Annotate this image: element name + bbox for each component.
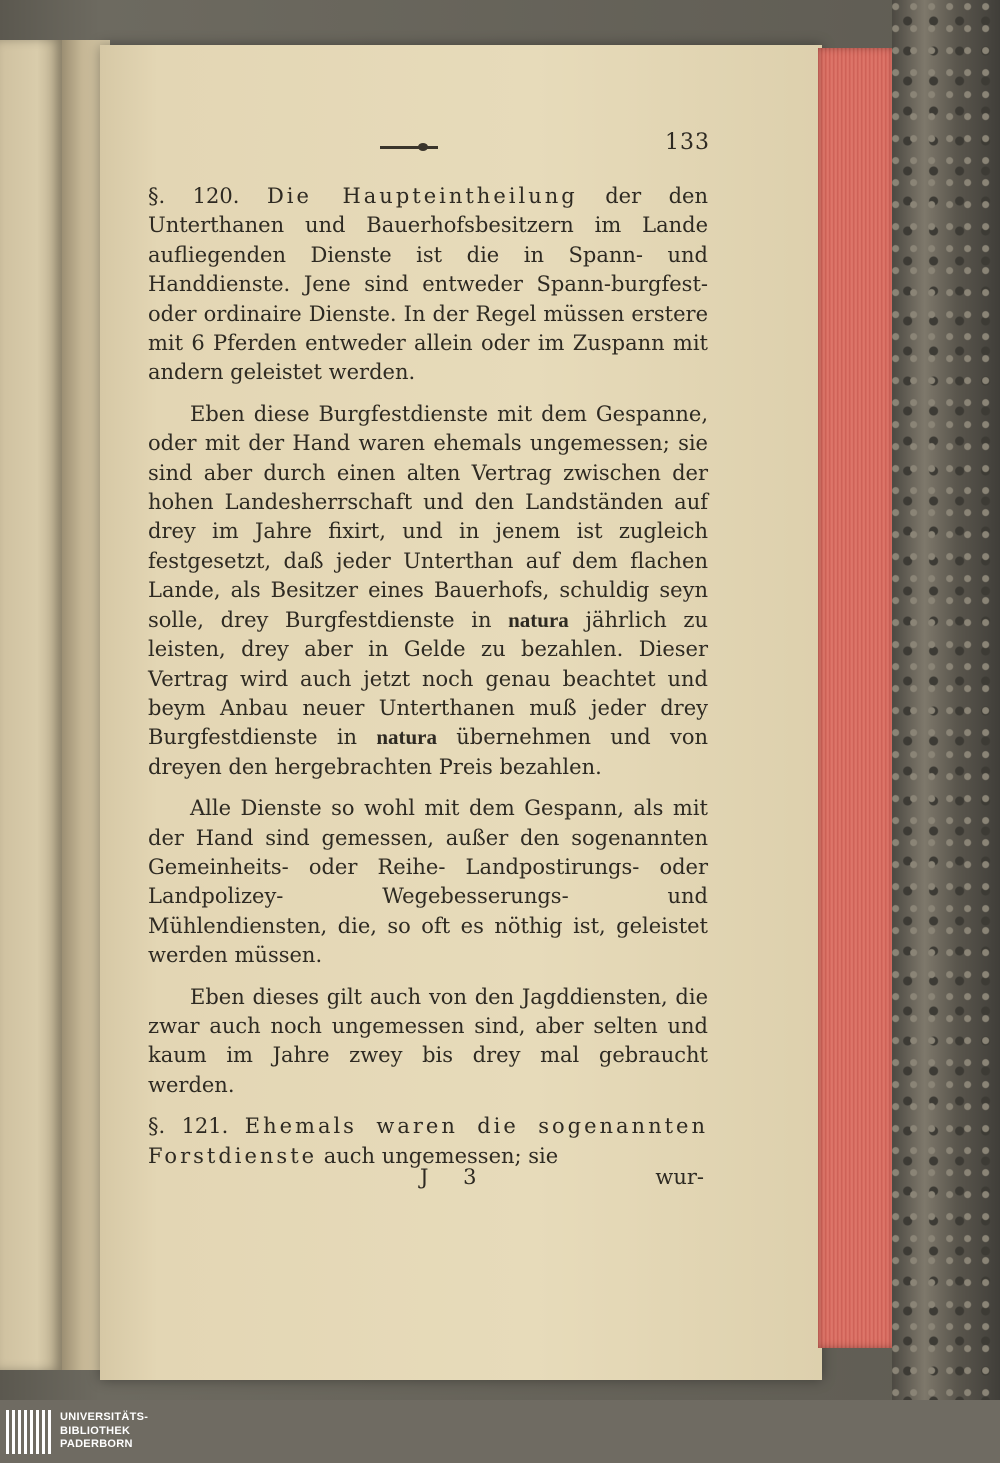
latin-term: natura [508, 607, 569, 632]
paragraph-text: Eben diese Burgfestdienste mit dem Gespanne, oder mit der Hand waren ehemals ungemessen; sie sind aber durch einen alten Vertrag zwischen der hohen Landesherrschaft und den Landständen auf drey im Jahre fixirt, und in jenem ist zugleich festgesetzt, daß jeder Unterthan auf dem flachen Lande, als Besitzer eines Bauerhofs, schuldig seyn solle, drey Burgfestdienste in [148, 401, 708, 632]
paragraph-jagd [148, 983, 708, 1101]
spaced-heading: Die Haupteintheilung [266, 184, 578, 208]
paragraph-text: der den Unterthanen und Bauerhofsbesitzern im Lande aufliegenden Dienste ist die in Spann- und Handdienste. Jene sind entweder Spann-burgfest- oder ordinaire Dienste. In der Regel müssen erstere mit 6 Pferden entweder allein oder im Zuspann mit andern geleistet werden. [148, 184, 709, 385]
page-number: 133 [665, 130, 710, 155]
paragraph-text: Eben dieses gilt auch von den Jagddiensten, die zwar auch noch ungemessen sind, aber selten und kaum im Jahre zwey bis drey mal gebraucht werden. [148, 984, 708, 1097]
paragraph-120 [148, 182, 708, 388]
library-logo-icon [6, 1410, 54, 1454]
ornament-rule [380, 146, 438, 149]
red-page-edges [818, 48, 894, 1348]
signature-mark: J 3 [420, 1165, 491, 1189]
page-body [148, 182, 708, 1183]
latin-term: natura [376, 725, 438, 750]
paragraph-text: übernehmen und von dreyen den hergebrachten Preis bezahlen. [148, 725, 709, 779]
page-header [380, 130, 710, 164]
library-line-3: PADERBORN [60, 1438, 133, 1450]
library-footer [0, 1400, 1000, 1463]
page-footer-line [148, 1165, 708, 1197]
catchword: wur- [655, 1165, 704, 1189]
paragraph-text: Alle Dienste so wohl mit dem Gespann, als mit der Hand sind gemessen, außer den sogenannten Gemeinheits- oder Reihe- Landpostirungs- oder Landpolizey- Wegebesserungs- und Mühlendiensten, die, so oft es nöthig ist, geleistet werden müssen. [148, 796, 708, 968]
section-number: §. 121. [148, 1114, 229, 1139]
library-line-1: UNIVERSITÄTS- [60, 1411, 149, 1423]
spaced-heading: Ehemals waren die sogenannten Forstdienste [148, 1114, 709, 1168]
paragraph-text: auch ungemessen; sie [317, 1143, 559, 1168]
section-number: §. 120. [148, 184, 240, 208]
marbled-cover [892, 0, 1000, 1400]
paragraph-dienste [148, 794, 708, 970]
paragraph-121 [148, 1112, 708, 1171]
paragraph-text: jährlich zu leisten, drey aber in Gelde zu bezahlen. Dieser Vertrag wird auch jetzt noch genau beachtet und beym Anbau neuer Unterthanen muß jeder drey Burgfestdienste in [148, 607, 708, 750]
paragraph-burgfest [148, 400, 708, 782]
facing-page-edge [0, 40, 62, 1370]
library-line-2: BIBLIOTHEK [60, 1424, 131, 1437]
library-name [60, 1411, 148, 1452]
